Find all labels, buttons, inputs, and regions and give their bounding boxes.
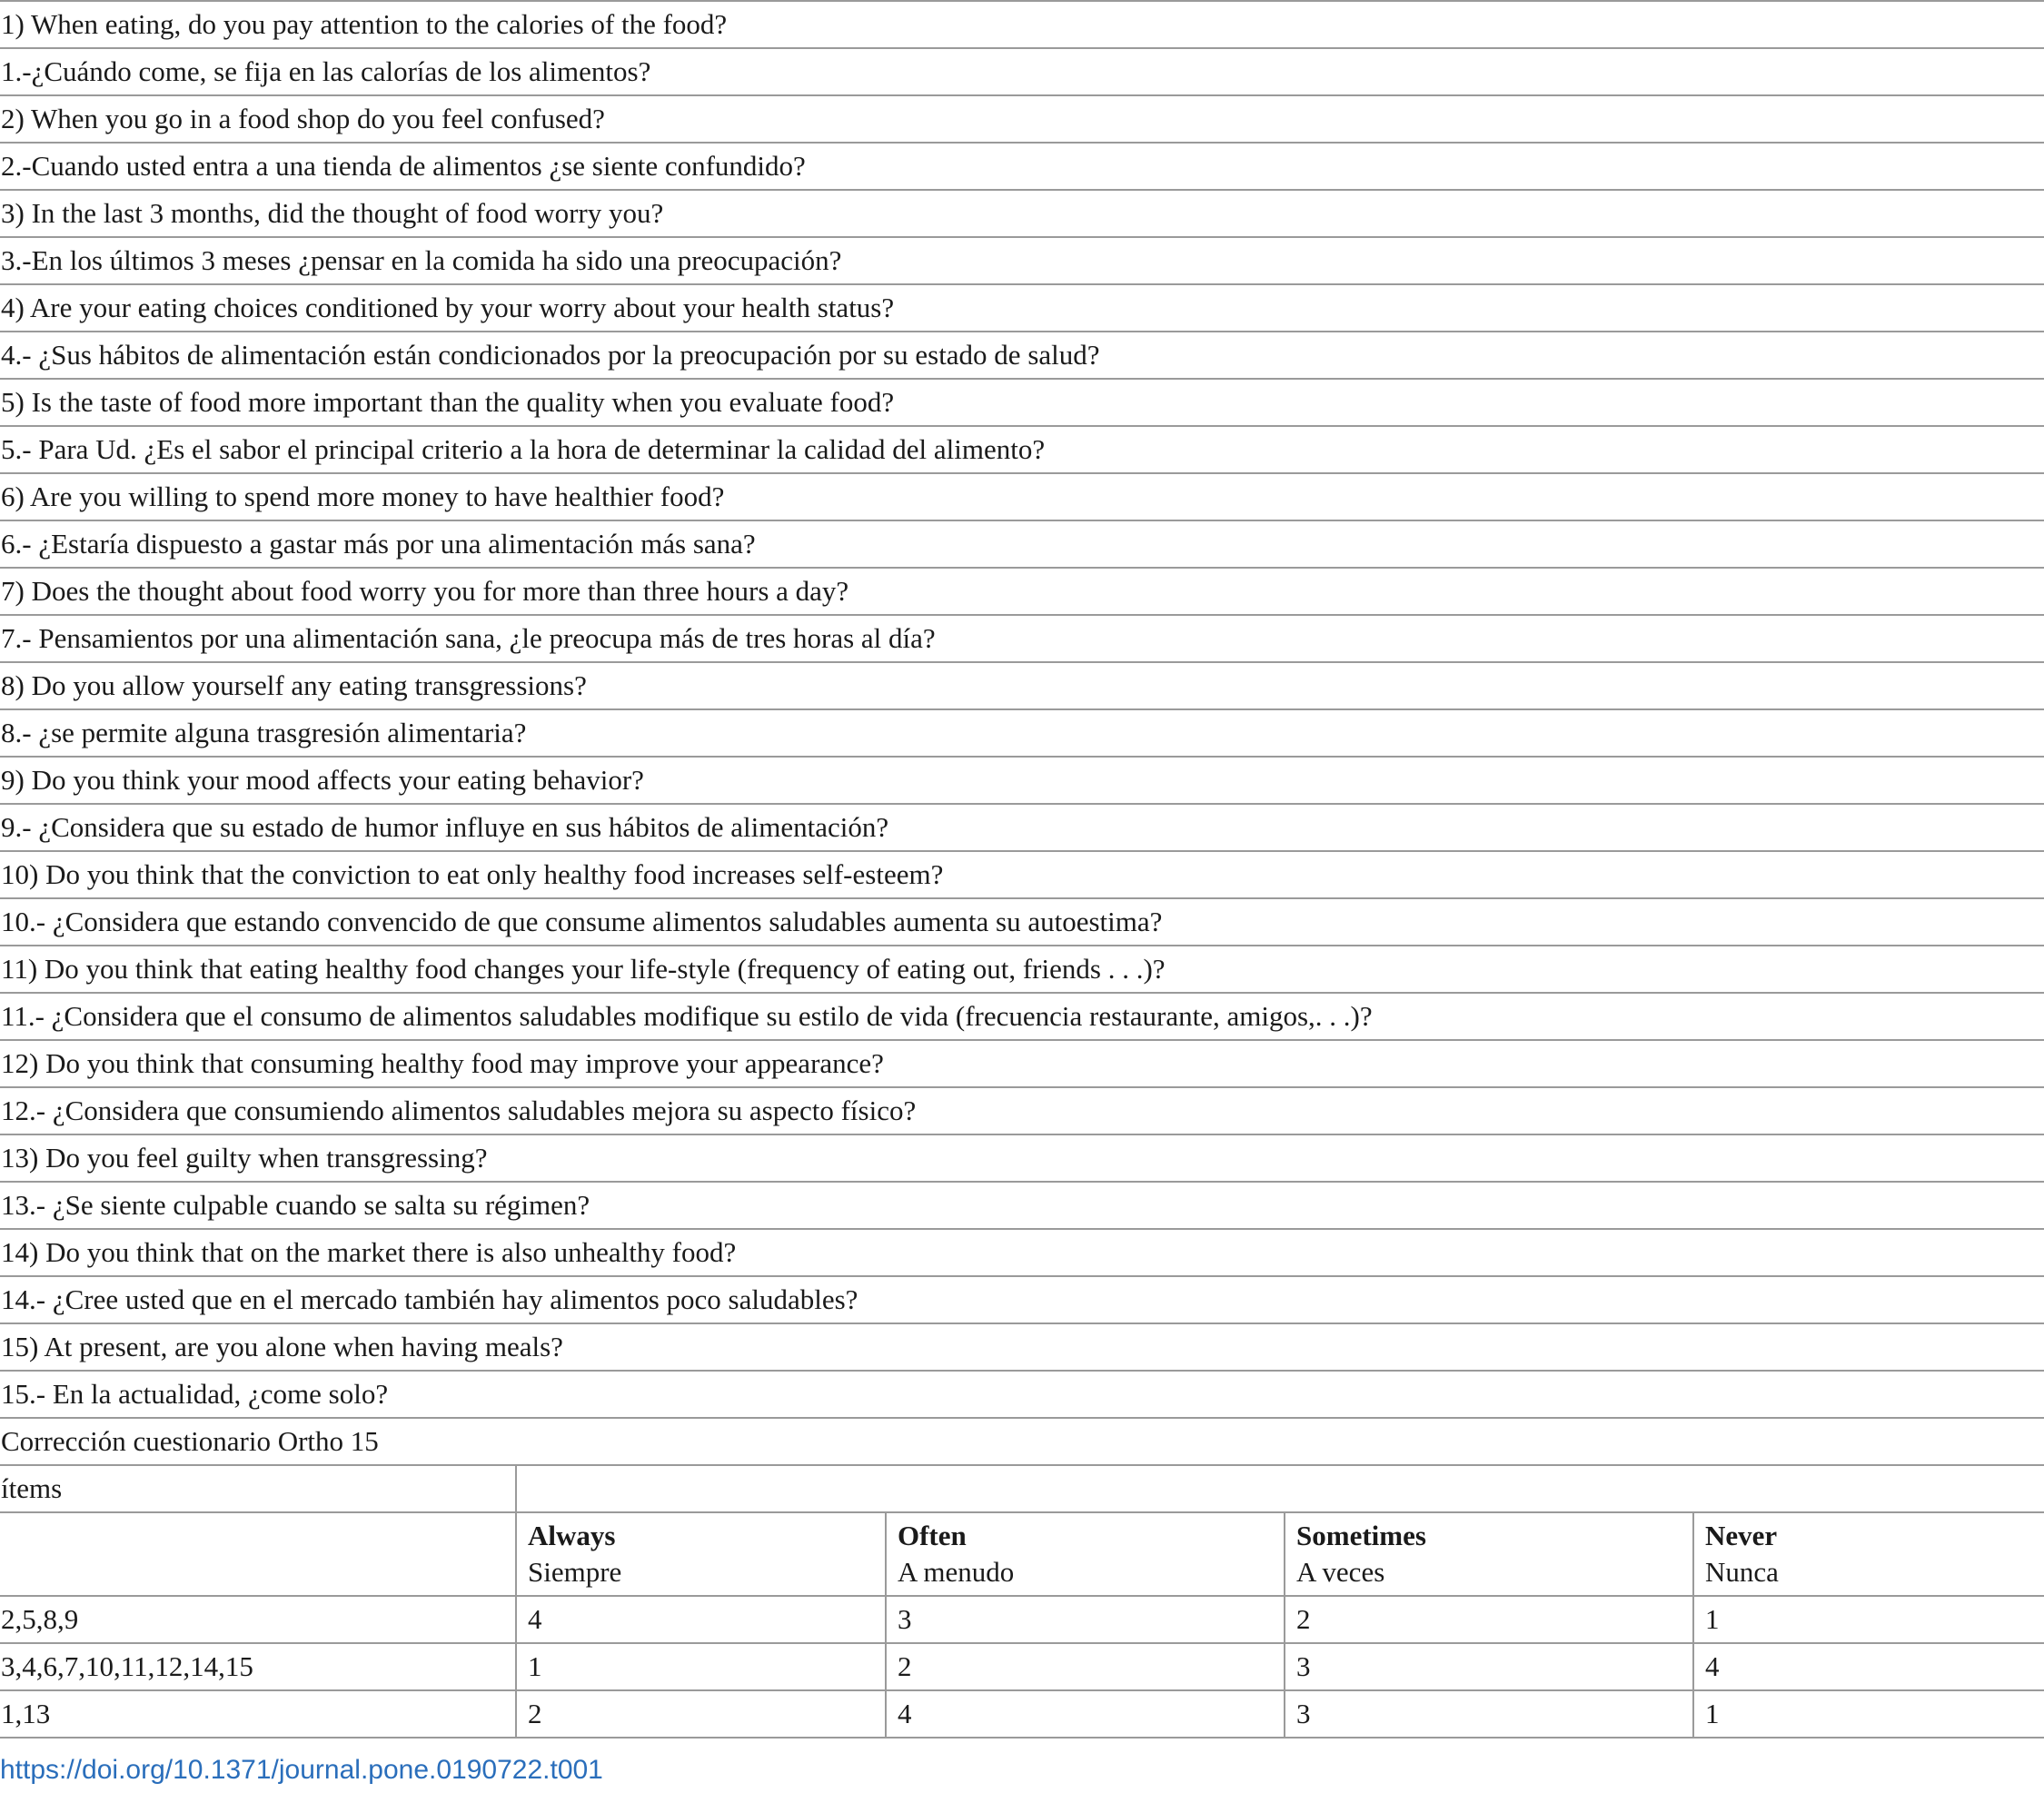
score-cell: 3 <box>1285 1690 1693 1738</box>
header-blank-cell <box>0 1512 516 1596</box>
question-row: 9.- ¿Considera que su estado de humor influye en sus hábitos de alimentación? <box>0 805 2044 852</box>
header-sometimes <box>1285 1512 1693 1596</box>
score-cell: 1 <box>516 1643 886 1690</box>
scoring-row <box>0 1690 2044 1738</box>
question-row: 9) Do you think your mood affects your eating behavior? <box>0 758 2044 805</box>
score-cell: 4 <box>886 1690 1285 1738</box>
question-row: 8) Do you allow yourself any eating transgressions? <box>0 663 2044 710</box>
header-often <box>886 1512 1285 1596</box>
scoring-table <box>0 1466 2044 1739</box>
score-cell: 2 <box>1285 1596 1693 1643</box>
question-row: 13.- ¿Se siente culpable cuando se salta su régimen? <box>0 1183 2044 1230</box>
frequency-header-row <box>0 1512 2044 1596</box>
scoring-row <box>0 1643 2044 1690</box>
question-row: 5) Is the taste of food more important than the quality when you evaluate food? <box>0 380 2044 427</box>
header-often-es: A menudo <box>898 1556 1015 1588</box>
score-cell: 2 <box>516 1690 886 1738</box>
score-cell: 1 <box>1693 1690 2044 1738</box>
question-row: 6.- ¿Estaría dispuesto a gastar más por una alimentación más sana? <box>0 521 2044 569</box>
question-row: 10.- ¿Considera que estando convencido de que consume alimentos saludables aumenta su autoestima? <box>0 899 2044 946</box>
question-row: 15) At present, are you alone when having meals? <box>0 1324 2044 1372</box>
scoring-items-cell: 1,13 <box>0 1690 516 1738</box>
question-row: 14) Do you think that on the market there is also unhealthy food? <box>0 1230 2044 1277</box>
question-row: 4.- ¿Sus hábitos de alimentación están condicionados por la preocupación por su estado de salud? <box>0 332 2044 380</box>
question-row: 10) Do you think that the conviction to eat only healthy food increases self-esteem? <box>0 852 2044 899</box>
items-label-blank-cell <box>516 1466 2044 1512</box>
question-row: 3) In the last 3 months, did the thought of food worry you? <box>0 191 2044 238</box>
score-cell: 4 <box>516 1596 886 1643</box>
header-always <box>516 1512 886 1596</box>
scoring-row <box>0 1596 2044 1643</box>
header-always-es: Siempre <box>528 1556 622 1588</box>
scoring-items-cell: 3,4,6,7,10,11,12,14,15 <box>0 1643 516 1690</box>
question-row: 11.- ¿Considera que el consumo de alimentos saludables modifique su estilo de vida (frecuencia restaurante, amigos,. . .)? <box>0 994 2044 1041</box>
score-cell: 3 <box>886 1596 1285 1643</box>
question-row: 14.- ¿Cree usted que en el mercado también hay alimentos poco saludables? <box>0 1277 2044 1324</box>
doi-link[interactable]: https://doi.org/10.1371/journal.pone.0190722.t001 <box>0 1755 603 1785</box>
header-sometimes-es: A veces <box>1296 1556 1385 1588</box>
question-row: 11) Do you think that eating healthy food changes your life-style (frequency of eating out, friends . . .)? <box>0 946 2044 994</box>
question-row: 8.- ¿se permite alguna trasgresión alimentaria? <box>0 710 2044 758</box>
scoring-items-cell: 2,5,8,9 <box>0 1596 516 1643</box>
question-row: 4) Are your eating choices conditioned by your worry about your health status? <box>0 285 2044 332</box>
items-label-row <box>0 1466 2044 1512</box>
question-row: 7) Does the thought about food worry you for more than three hours a day? <box>0 569 2044 616</box>
question-row: 1.-¿Cuándo come, se fija en las calorías de los alimentos? <box>0 49 2044 96</box>
question-row: 5.- Para Ud. ¿Es el sabor el principal criterio a la hora de determinar la calidad del alimento? <box>0 427 2044 474</box>
items-label: ítems <box>0 1466 516 1512</box>
question-row: 12.- ¿Considera que consumiendo alimentos saludables mejora su aspecto físico? <box>0 1088 2044 1135</box>
header-sometimes-en: Sometimes <box>1296 1520 1426 1551</box>
question-list <box>0 2 2044 1419</box>
header-never-es: Nunca <box>1705 1556 1779 1588</box>
header-always-en: Always <box>528 1520 616 1551</box>
score-cell: 2 <box>886 1643 1285 1690</box>
header-never-en: Never <box>1705 1520 1778 1551</box>
question-row: 1) When eating, do you pay attention to the calories of the food? <box>0 2 2044 49</box>
question-row: 12) Do you think that consuming healthy food may improve your appearance? <box>0 1041 2044 1088</box>
question-row: 13) Do you feel guilty when transgressing? <box>0 1135 2044 1183</box>
question-row: 2.-Cuando usted entra a una tienda de alimentos ¿se siente confundido? <box>0 144 2044 191</box>
header-never <box>1693 1512 2044 1596</box>
header-often-en: Often <box>898 1520 967 1551</box>
question-row: 6) Are you willing to spend more money to have healthier food? <box>0 474 2044 521</box>
score-cell: 3 <box>1285 1643 1693 1690</box>
question-row: 15.- En la actualidad, ¿come solo? <box>0 1372 2044 1419</box>
question-row: 3.-En los últimos 3 meses ¿pensar en la comida ha sido una preocupación? <box>0 238 2044 285</box>
question-row: 7.- Pensamientos por una alimentación sana, ¿le preocupa más de tres horas al día? <box>0 616 2044 663</box>
score-cell: 4 <box>1693 1643 2044 1690</box>
score-cell: 1 <box>1693 1596 2044 1643</box>
scoring-caption: Corrección cuestionario Ortho 15 <box>0 1419 2044 1466</box>
question-row: 2) When you go in a food shop do you feel confused? <box>0 96 2044 144</box>
